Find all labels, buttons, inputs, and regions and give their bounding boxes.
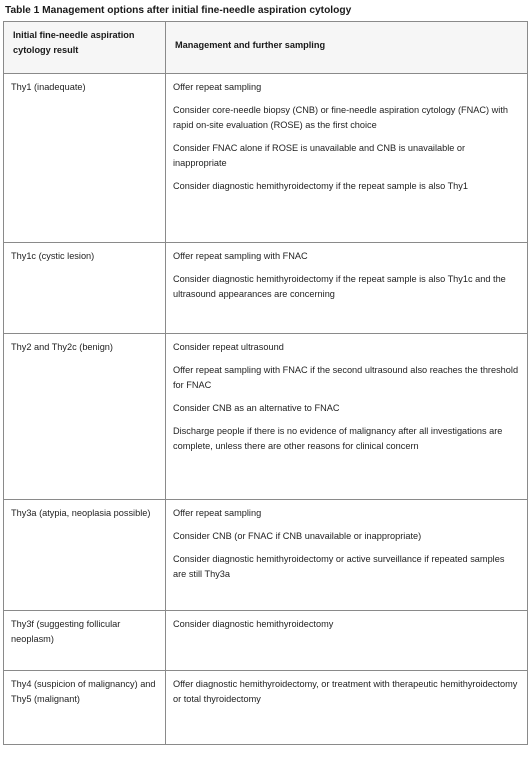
management-option: Offer repeat sampling with FNAC xyxy=(173,251,308,261)
management-option: Consider diagnostic hemithyroidectomy if the repeat sample is also Thy1 xyxy=(173,181,468,191)
table-row xyxy=(4,243,528,334)
table-row xyxy=(4,611,528,671)
table-row xyxy=(4,74,528,243)
cytology-result-cell: Thy3f (suggesting follicular neoplasm) xyxy=(4,611,166,671)
management-cell xyxy=(166,74,528,243)
table-header-row xyxy=(4,22,528,74)
management-cell xyxy=(166,500,528,611)
management-option: Consider diagnostic hemithyroidectomy xyxy=(173,619,334,629)
cytology-result-cell: Thy3a (atypia, neoplasia possible) xyxy=(4,500,166,611)
header-cytology-result: Initial fine-needle aspiration cytology result xyxy=(4,22,166,74)
management-cell xyxy=(166,243,528,334)
table-caption: Table 1 Management options after initial fine-needle aspiration cytology xyxy=(5,5,352,16)
management-option: Offer repeat sampling xyxy=(173,508,262,518)
cytology-result-cell: Thy1 (inadequate) xyxy=(4,74,166,243)
cytology-result-cell: Thy1c (cystic lesion) xyxy=(4,243,166,334)
table-row xyxy=(4,334,528,500)
management-option: Offer diagnostic hemithyroidectomy, or treatment with therapeutic hemithyroidectomy or total thyroidectomy xyxy=(173,679,518,704)
management-cell xyxy=(166,334,528,500)
management-option: Consider core-needle biopsy (CNB) or fine-needle aspiration cytology (FNAC) with rapid on-site evaluation (ROSE) as the first choice xyxy=(173,105,508,130)
management-option: Discharge people if there is no evidence of malignancy after all investigations are complete, unless there are other reasons for clinical concern xyxy=(173,426,503,451)
management-option: Consider FNAC alone if ROSE is unavailable and CNB is unavailable or inappropriate xyxy=(173,143,466,168)
management-cell xyxy=(166,671,528,745)
cytology-result-cell: Thy4 (suspicion of malignancy) and Thy5 (malignant) xyxy=(4,671,166,745)
management-option: Consider CNB as an alternative to FNAC xyxy=(173,403,340,413)
management-option: Consider diagnostic hemithyroidectomy if the repeat sample is also Thy1c and the ultrasound appearances are concerning xyxy=(173,274,506,299)
management-cell xyxy=(166,611,528,671)
management-option: Consider diagnostic hemithyroidectomy or active surveillance if repeated samples are still Thy3a xyxy=(173,554,505,579)
management-option: Consider CNB (or FNAC if CNB unavailable or inappropriate) xyxy=(173,531,422,541)
management-option: Consider repeat ultrasound xyxy=(173,342,284,352)
management-options-table xyxy=(3,21,528,745)
table-row xyxy=(4,671,528,745)
table-row xyxy=(4,500,528,611)
cytology-result-cell: Thy2 and Thy2c (benign) xyxy=(4,334,166,500)
management-option: Offer repeat sampling xyxy=(173,82,262,92)
header-management: Management and further sampling xyxy=(166,22,528,74)
management-option: Offer repeat sampling with FNAC if the second ultrasound also reaches the threshold for FNAC xyxy=(173,365,519,390)
